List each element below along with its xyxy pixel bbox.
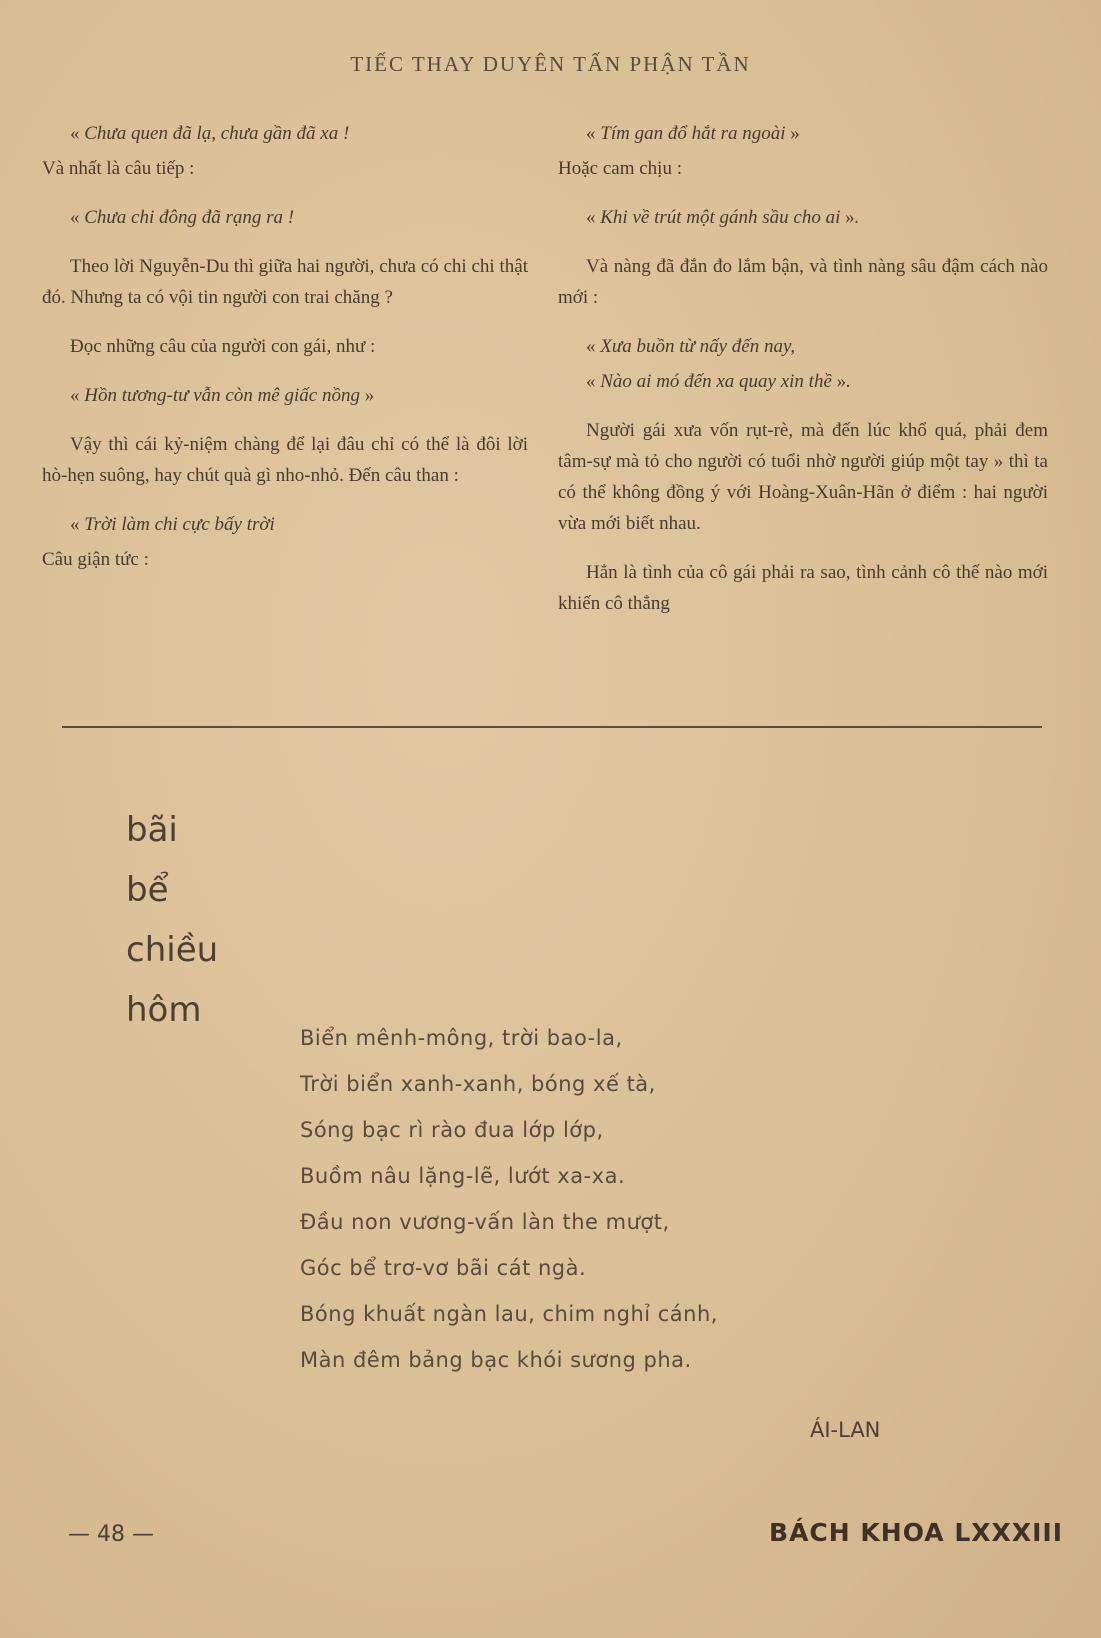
verse-quote: « Khi về trút một gánh sầu cho ai ». xyxy=(586,207,860,228)
poem-body xyxy=(300,1015,718,1383)
poem-line: Buồm nâu lặng-lẽ, lướt xa-xa. xyxy=(300,1164,626,1188)
poem-line: Góc bể trơ-vơ bãi cát ngà. xyxy=(300,1256,587,1280)
paragraph: Đọc những câu của người con gái, như : xyxy=(70,336,376,357)
paragraph: Người gái xưa vốn rụt-rè, mà đến lúc khổ quá, phải đem tâm-sự mà tỏ cho người có tuổi nhờ người giúp một tay » thì ta có thể không đồng ý với Hoàng-Xuân-Hãn ở điểm : hai người vừa mới biết nhau. xyxy=(558,420,1048,534)
verse-quote: « Nào ai mó đến xa quay xin thề ». xyxy=(586,371,851,392)
poem-title-word: bể xyxy=(126,870,169,910)
poem-title xyxy=(126,800,218,1040)
poem-title-word: chiều xyxy=(126,930,219,970)
verse-quote: « Trời làm chi cực bấy trời xyxy=(70,514,275,535)
verse-quote: « Hồn tương-tư vẫn còn mê giấc nồng » xyxy=(70,385,375,406)
poem-line: Màn đêm bảng bạc khói sương pha. xyxy=(300,1348,692,1372)
poem-title-word: bãi xyxy=(126,810,178,850)
paragraph: Theo lời Nguyễn-Du thì giữa hai người, chưa có chi chi thật đó. Nhưng ta có vội tin người con trai chăng ? xyxy=(42,256,528,308)
poem-line: Sóng bạc rì rào đua lớp lớp, xyxy=(300,1118,604,1142)
poem-line: Trời biển xanh-xanh, bóng xế tà, xyxy=(300,1072,656,1096)
running-head: TIẾC THAY DUYÊN TẤN PHẬN TẦN xyxy=(350,52,751,76)
page-number: — 48 — xyxy=(68,1522,154,1547)
poem-line: Bóng khuất ngàn lau, chim nghỉ cánh, xyxy=(300,1302,718,1326)
poem-line: Đầu non vương-vấn làn the mượt, xyxy=(300,1210,670,1234)
verse-quote: « Chưa quen đã lạ, chưa gần đã xa ! xyxy=(70,123,350,144)
poem-line: Biển mênh-mông, trời bao-la, xyxy=(300,1026,623,1050)
right-column xyxy=(558,118,1048,637)
paragraph: Và nhất là câu tiếp : xyxy=(42,158,195,179)
magazine-title: BÁCH KHOA LXXXIII xyxy=(769,1518,1063,1547)
poem-author: ÁI-LAN xyxy=(810,1418,881,1442)
paragraph: Câu giận tức : xyxy=(42,549,149,570)
paragraph: Vậy thì cái kỷ-niệm chàng để lại đâu chỉ có thể là đôi lời hò-hẹn suông, hay chút quà gì nho-nhỏ. Đến câu than : xyxy=(42,434,528,486)
section-divider xyxy=(62,726,1042,728)
verse-quote: « Chưa chi đông đã rạng ra ! xyxy=(70,207,295,228)
verse-quote: « Xưa buồn từ nấy đến nay, xyxy=(586,336,796,357)
paragraph: Và nàng đã đắn đo lắm bận, và tình nàng sâu đậm cách nào mới : xyxy=(558,256,1048,308)
left-column xyxy=(42,118,528,593)
verse-quote: « Tím gan đổ hắt ra ngoài » xyxy=(586,123,800,144)
poem-title-word: hôm xyxy=(126,990,202,1030)
paragraph: Hoặc cam chịu : xyxy=(558,158,682,179)
paragraph: Hẳn là tình của cô gái phải ra sao, tình cảnh cô thế nào mới khiến cô thẳng xyxy=(558,562,1048,614)
